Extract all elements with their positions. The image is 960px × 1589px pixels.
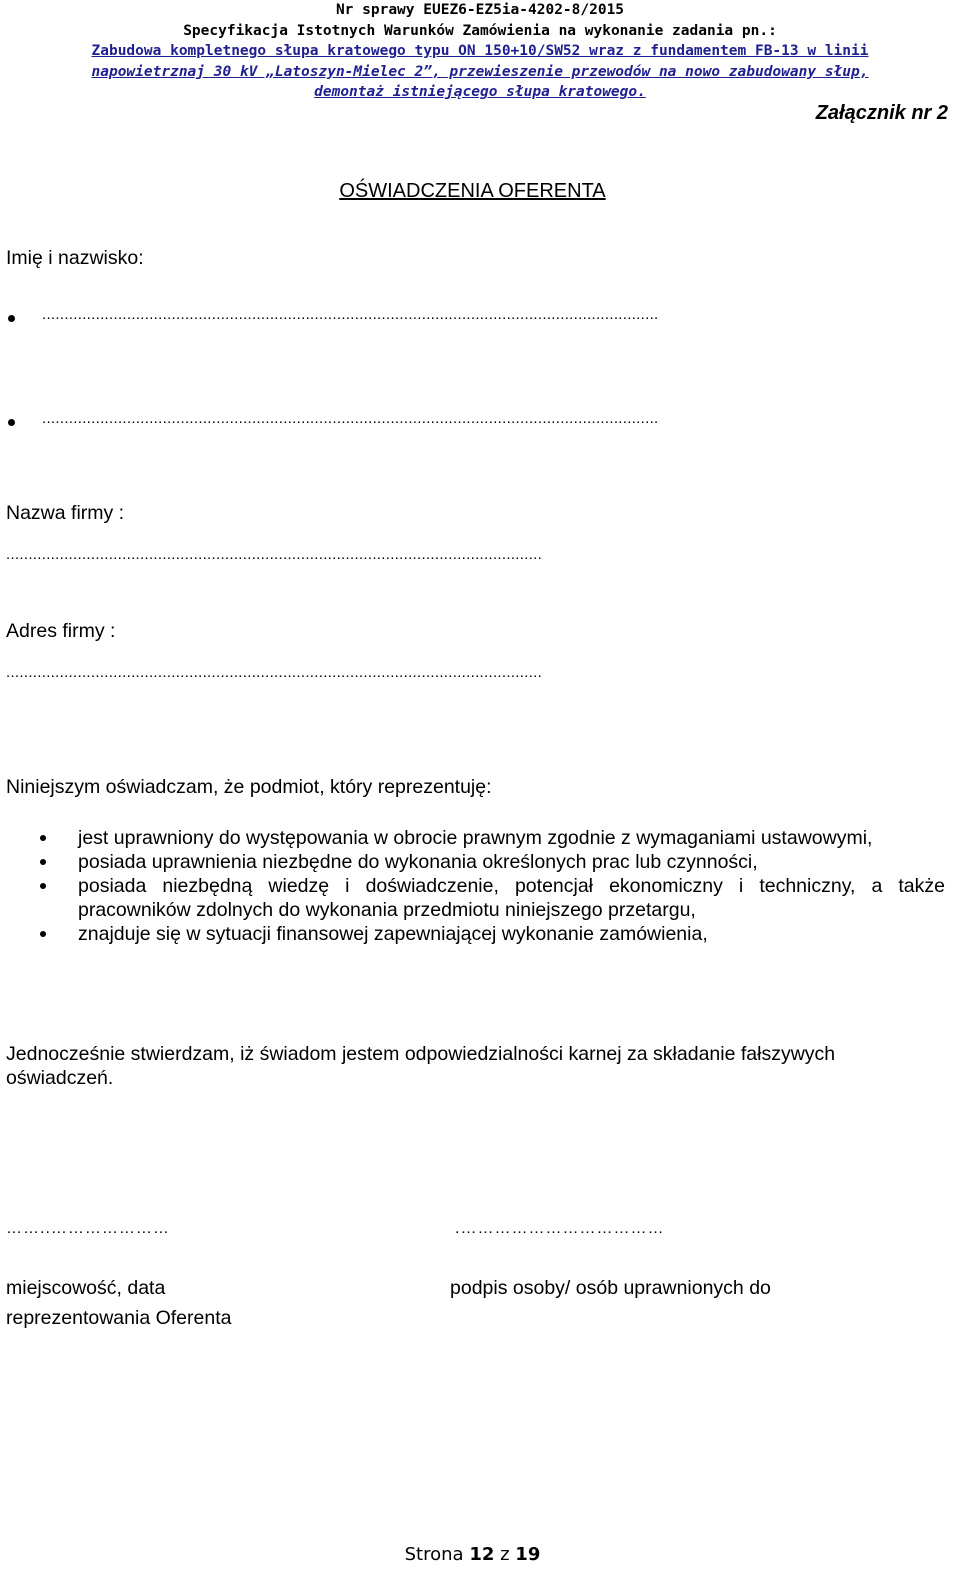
address-label: Adres firmy : <box>6 620 116 642</box>
bullet-icon <box>8 419 15 426</box>
place-date-field[interactable]: ……..………………… <box>6 1220 170 1237</box>
spec-title: Specyfikacja Istotnych Warunków Zamówienia na wykonanie zadania pn.: <box>183 22 777 39</box>
company-field[interactable]: ........................................................................................................................ <box>6 546 543 563</box>
name-field-2[interactable] <box>0 410 945 434</box>
annex-label: Załącznik nr 2 <box>815 102 948 124</box>
bullet-icon <box>8 315 15 322</box>
bullet-icon <box>40 931 46 937</box>
case-number: Nr sprawy EUEZ6-EZ5ia-4202-8/2015 <box>335 2 625 18</box>
document-header <box>0 0 960 103</box>
bullet-icon <box>40 859 46 865</box>
name-field-1[interactable] <box>0 306 945 330</box>
list-item: posiada uprawnienia niezbędne do wykonania określonych prac lub czynności, <box>0 850 945 874</box>
signature-field[interactable]: .……………………………… <box>455 1220 665 1237</box>
declaration-text: Jednocześnie stwierdzam, iż świadom jestem odpowiedzialności karnej za składanie fałszywych oświadczeń. <box>6 1043 836 1089</box>
company-label: Nazwa firmy : <box>6 502 125 524</box>
name-dotted-line-1: .......................................................................................................................................... <box>42 306 659 323</box>
list-item: jest uprawniony do występowania w obrocie prawnym zgodnie z wymaganiami ustawowymi, <box>0 826 945 850</box>
address-field[interactable]: ........................................................................................................................ <box>6 664 543 681</box>
page-number: Strona 12 z 19 <box>404 1544 541 1565</box>
list-item: znajduje się w sytuacji finansowej zapewniającej wykonanie zamówienia, <box>0 922 945 946</box>
task-title-line-2: napowietrznaj 30 kV „Latoszyn-Mielec 2”, przewieszenie przewodów na nowo zabudowany słup, <box>91 63 869 80</box>
name-label: Imię i nazwisko: <box>6 247 144 269</box>
bullet-icon <box>40 835 46 841</box>
page-title: OŚWIADCZENIA OFERENTA <box>339 180 606 202</box>
signature-label: podpis osoby/ osób uprawnionych do <box>450 1277 771 1299</box>
bullet-icon <box>40 883 46 889</box>
intro-text: Niniejszym oświadczam, że podmiot, który reprezentuję: <box>6 776 492 798</box>
place-date-label: miejscowość, data reprezentowania Oferenta <box>6 1277 232 1329</box>
task-title-line-3: demontaż istniejącego słupa kratowego. <box>314 84 646 100</box>
name-dotted-line-2: .......................................................................................................................................... <box>42 410 659 427</box>
task-title-line-1: Zabudowa kompletnego słupa kratowego typu ON 150+10/SW52 wraz z fundamentem FB-13 w linii <box>91 43 869 59</box>
statements-list <box>0 826 945 946</box>
list-item: posiada niezbędną wiedzę i doświadczenie, potencjał ekonomiczny i techniczny, a także pracowników zdolnych do wykonania przedmiotu niniejszego przetargu, <box>0 874 945 922</box>
